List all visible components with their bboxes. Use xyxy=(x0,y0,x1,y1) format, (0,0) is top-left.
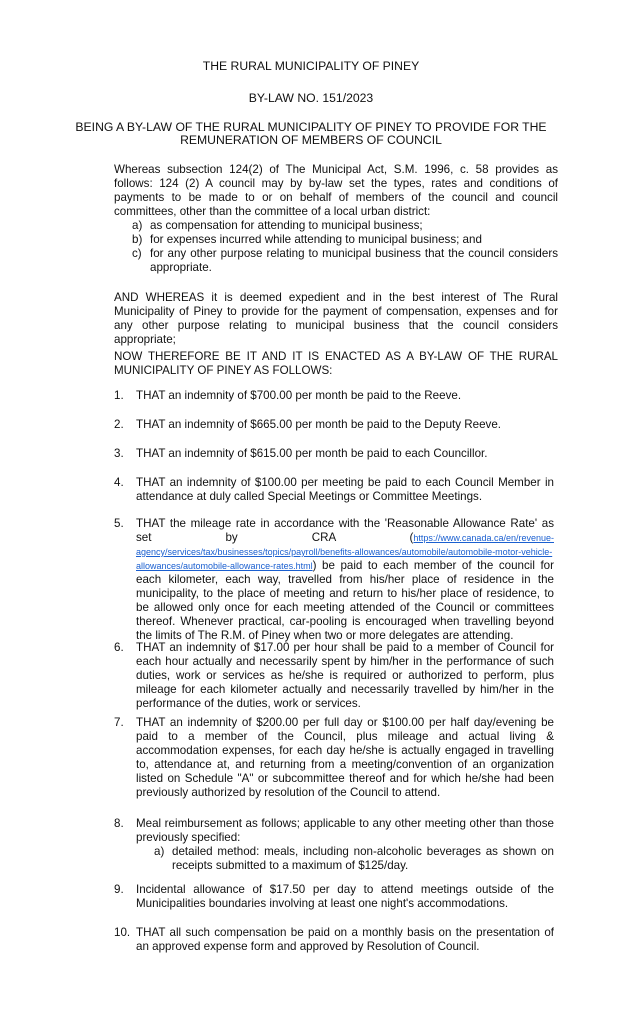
whereas-item-c: c) for any other purpose relating to municipal business that the council considers appropriate. xyxy=(132,247,558,274)
bylaw-number: BY-LAW NO. 151/2023 xyxy=(248,91,374,105)
whereas-item-b: b) for expenses incurred while attending to municipal business; and xyxy=(132,233,482,246)
clause-2: 2. THAT an indemnity of $665.00 per month be paid to the Deputy Reeve. xyxy=(114,418,501,431)
clause-8: 8. Meal reimbursement as follows; applicable to any other meeting other than those previously specified: a) detailed method: meals, including non-alcoholic beverages as shown on receipts submitted to a maximum of $125/day. xyxy=(114,817,554,872)
now-therefore-paragraph: NOW THEREFORE BE IT AND IT IS ENACTED AS A BY-LAW OF THE RURAL MUNICIPALITY OF PINEY AS FOLLOWS: xyxy=(114,350,558,377)
meal-item-a: a) detailed method: meals, including non-alcoholic beverages as shown on receipts submitted to a maximum of $125/day. xyxy=(154,845,554,872)
clause-3: 3. THAT an indemnity of $615.00 per month be paid to each Councillor. xyxy=(114,447,488,460)
clause-4: 4. THAT an indemnity of $100.00 per meeting be paid to each Council Member in attendance at duly called Special Meetings or Committee Meetings. xyxy=(114,476,554,503)
and-whereas-paragraph: AND WHEREAS it is deemed expedient and in the best interest of The Rural Municipality of Piney to provide for the payment of compensation, expenses and for any other purpose relating to municipal business that the council considers appropriate; xyxy=(114,291,558,346)
whereas-intro: Whereas subsection 124(2) of The Municipal Act, S.M. 1996, c. 58 provides as follows: 124 (2) A council may by by-law set the types, rates and conditions of payments to be made to or on behalf of members of the council and council committees, other than the committee of a local urban district: xyxy=(114,163,558,218)
clause-6: 6. THAT an indemnity of $17.00 per hour shall be paid to a member of Council for each hour actually and necessarily spent by him/her in the performance of such duties, work or services as he/she is required or authorized to perform, plus mileage for each kilometer actually and necessarily travelled by him/her in the performance of the duties, work or services. xyxy=(114,641,554,710)
clause-10: 10. THAT all such compensation be paid on a monthly basis on the presentation of an approved expense form and approved by Resolution of Council. xyxy=(114,926,554,953)
meal-sublist xyxy=(154,845,554,873)
municipality-title: THE RURAL MUNICIPALITY OF PINEY xyxy=(202,59,420,73)
cra-allowance-link[interactable]: https://www.canada.ca/en/revenue-agency/services/tax/businesses/topics/payroll/benefits-allowances/automobile/automobile-motor-vehicle-allowances/automobile-allowance-rates.html xyxy=(136,533,554,571)
bylaw-subtitle-line1: BEING A BY-LAW OF THE RURAL MUNICIPALITY OF PINEY TO PROVIDE FOR THE xyxy=(75,120,547,134)
whereas-section xyxy=(114,163,558,275)
bylaw-subtitle-line2: REMUNERATION OF MEMBERS OF COUNCIL xyxy=(180,133,442,147)
whereas-item-a: a) as compensation for attending to municipal business; xyxy=(132,219,423,232)
clause-1: 1. THAT an indemnity of $700.00 per month be paid to the Reeve. xyxy=(114,389,462,402)
clause-5: 5. THAT the mileage rate in accordance with the 'Reasonable Allowance Rate' as set by CRA (https://www.canada.ca/en/revenue-agency/services/tax/businesses/topics/payroll/benefits-allowances/automobile/automobile-motor-vehicle-allowances/automobile-allowance-rates.html) be paid to each member of the council for each kilometer, each way, travelled from his/her place of residence in the municipality, to the place of meeting and return to his/her place of residence, to be allowed only once for each meeting attended of the Council or committees thereof. Whenever practical, car-pooling is encouraged when travelling beyond the limits of The R.M. of Piney when two or more delegates are attending. xyxy=(114,517,554,642)
clause-9: 9. Incidental allowance of $17.50 per day to attend meetings outside of the Municipalities boundaries involving at least one night's accommodations. xyxy=(114,883,554,910)
whereas-list xyxy=(132,219,558,275)
clause-7: 7. THAT an indemnity of $200.00 per full day or $100.00 per half day/evening be paid to a member of the Council, plus mileage and actual living & accommodation expenses, for each day he/she is actually engaged in travelling to, attendance at, and returning from a meeting/convention of an organization listed on Schedule "A" or subcommittee thereof and for which he/she had been previously authorized by resolution of the Council to attend. xyxy=(114,716,554,799)
